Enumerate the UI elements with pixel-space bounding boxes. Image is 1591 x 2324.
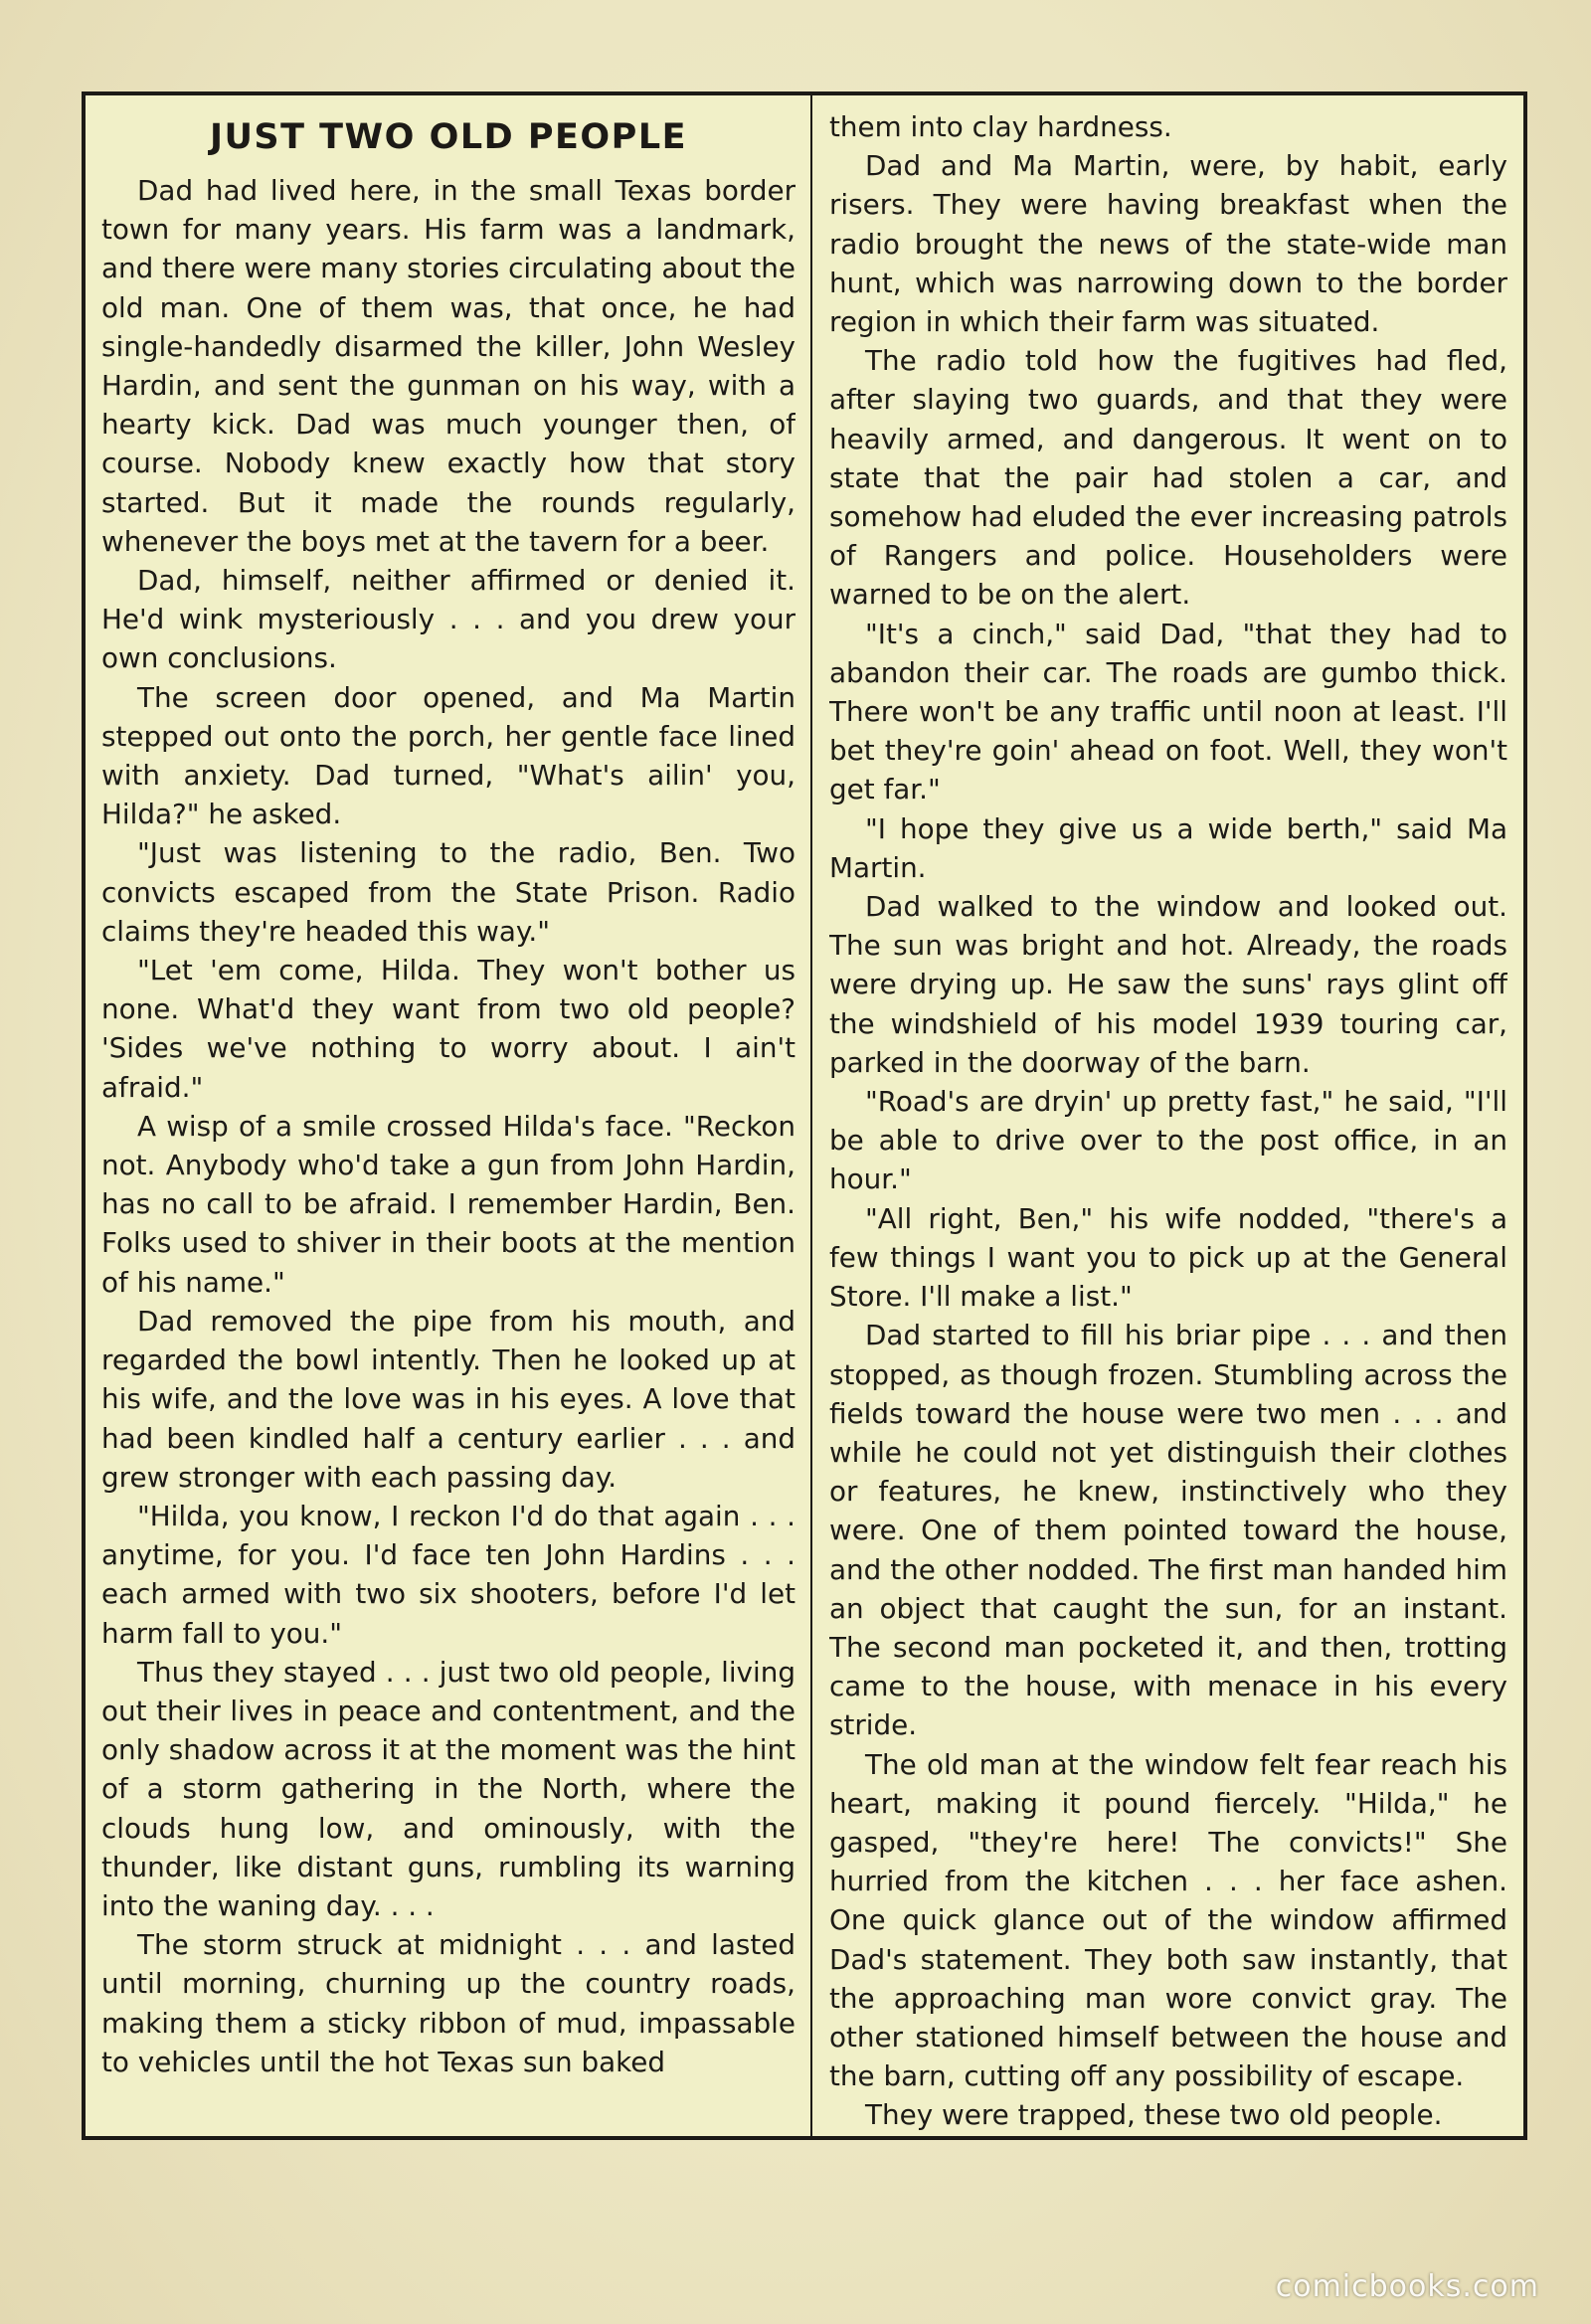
paragraph: "Road's are dryin' up pretty fast," he said, "I'll be able to drive over to the post office, in an hour." [829,1085,1507,1196]
paragraph: The radio told how the fugitives had fled, after slaying two guards, and that they were heavily armed, and dangerous. It went on to state that the pair had stolen a car, and somehow had eluded the ever increasing patrols of Rangers and police. Householders were warned to be on the alert. [829,344,1507,612]
paragraph: Dad, himself, neither affirmed or denied it. He'd wink mysteriously . . . and you drew your own conclusions. [101,564,796,675]
paragraph: Dad walked to the window and looked out. The sun was bright and hot. Already, the roads were drying up. He saw the suns' rays glint off the windshield of his model 1939 touring car, parked in the doorway of the barn. [829,890,1507,1079]
paragraph: Dad removed the pipe from his mouth, and regarded the bowl intently. Then he looked up at his wife, and the love was in his eyes. A love that had been kindled half a century earlier . . . and grew stronger with each passing day. [101,1304,796,1494]
paragraph: A wisp of a smile crossed Hilda's face. "Reckon not. Anybody who'd take a gun from John Hardin, has no call to be afraid. I remember Hardin, Ben. Folks used to shiver in their boots at the mention of his name." [101,1109,796,1299]
paragraph: The storm struck at midnight . . . and lasted until morning, churning up the country roads, making them a sticky ribbon of mud, impassable to vehicles until the hot Texas sun baked [101,1928,796,2078]
paragraph: The old man at the window felt fear reach his heart, making it pound fiercely. "Hilda," he gasped, "they're here! The convicts!" She hurried from the kitchen . . . her face ashen. One quick glance out of the window affirmed Dad's statement. They both saw instantly, that the approaching man wore convict gray. The other stationed himself between the house and the barn, cutting off any possibility of escape. [829,1747,1507,2093]
story-title: JUST TWO OLD PEOPLE [209,117,688,157]
paragraph: Dad started to fill his briar pipe . . . and then stopped, as though frozen. Stumbling across the fields toward the house were two men . . . and while he could not yet distinguish their clothes or features, he knew, instinctively who they were. One of them pointed toward the house, and the other nodded. The first man handed him an object that caught the sun, for an instant. The second man pocketed it, and then, trotting came to the house, with menace in his every stride. [829,1319,1507,1742]
paragraph: The screen door opened, and Ma Martin stepped out onto the porch, her gentle face lined with anxiety. Dad turned, "What's ailin' you, Hilda?" he asked. [101,680,796,831]
paragraph: "Let 'em come, Hilda. They won't bother us none. What'd they want from two old people? 'Sides we've nothing to worry about. I ain't afraid." [101,954,796,1104]
story-frame [82,91,1527,2140]
paragraph: "Hilda, you know, I reckon I'd do that again . . . anytime, for you. I'd face ten John Hardins . . . each armed with two six shooters, before I'd let harm fall to you." [101,1499,796,1650]
watermark: comicbooks.com [1275,2269,1539,2304]
paragraph: "All right, Ben," his wife nodded, "there's a few things I want you to pick up at the General Store. I'll make a list." [829,1201,1507,1314]
paragraph: "I hope they give us a wide berth," said Ma Martin. [829,811,1507,884]
right-column [829,95,1507,2136]
paragraph: "It's a cinch," said Dad, "that they had to abandon their car. The roads are gumbo thick. There won't be any traffic until noon at least. I'll bet they're goin' ahead on foot. Well, they won't get far." [829,617,1507,806]
left-column [101,95,796,2136]
paragraph: They were trapped, these two old people. [865,2098,1443,2132]
paragraph: Thus they stayed . . . just two old people, living out their lives in peace and contentment, and the only shadow across it at the moment was the hint of a storm gathering in the North, where the clouds hung low, and ominously, with the thunder, like distant guns, rumbling its warning into the waning day. . . . [101,1655,796,1922]
paragraph: Dad and Ma Martin, were, by habit, early risers. They were having breakfast when the radio brought the news of the state-wide man hunt, which was narrowing down to the border region in which their farm was situated. [829,149,1507,339]
paragraph: Dad had lived here, in the small Texas border town for many years. His farm was a landmark, and there were many stories circulating about the old man. One of them was, that once, he had single-handedly disarmed the killer, John Wesley Hardin, and sent the gunman on his way, with a hearty kick. Dad was much younger then, of course. Nobody knew exactly how that story started. But it made the rounds regularly, whenever the boys met at the tavern for a beer. [101,174,796,558]
paragraph: them into clay hardness. [829,110,1172,143]
column-divider [810,95,812,2136]
paragraph: "Just was listening to the radio, Ben. Two convicts escaped from the State Prison. Radio claims they're headed this way." [101,836,796,948]
